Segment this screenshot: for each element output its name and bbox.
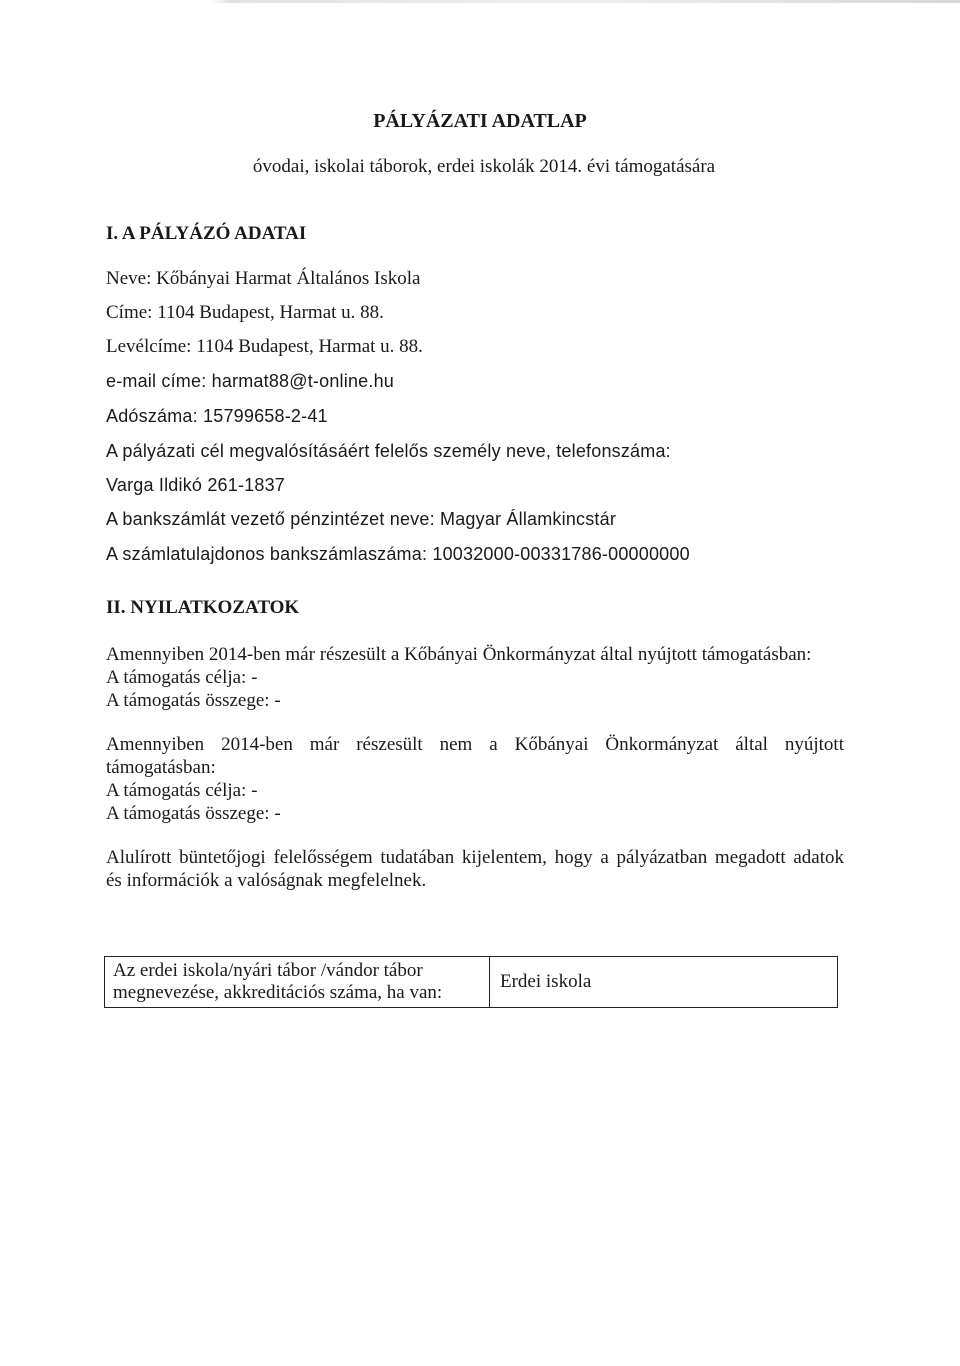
applicant-name: Neve: Kőbányai Harmat Általános Iskola [106,268,421,289]
declaration-2-intro-line-1: Amennyiben 2014-ben már részesült nem a Kőbányai Önkormányzat által nyújtott [106,734,844,755]
applicant-address: Címe: 1104 Budapest, Harmat u. 88. [106,302,384,323]
camp-value: Erdei iskola [500,971,592,992]
declaration-1-amount: A támogatás összege: - [106,690,281,711]
scan-edge-line [0,0,960,3]
section-1-heading: I. A PÁLYÁZÓ ADATAI [106,223,307,244]
camp-value-cell [490,957,838,1008]
camp-label-cell [105,957,490,1008]
declaration-2-purpose: A támogatás célja: - [106,780,258,801]
section-2-heading: II. NYILATKOZATOK [106,597,300,618]
applicant-mailing-address: Levélcíme: 1104 Budapest, Harmat u. 88. [106,336,423,357]
table-row [105,957,838,1008]
declaration-2-intro-line-2: támogatásban: [106,757,216,778]
declaration-1-intro: Amennyiben 2014-ben már részesült a Kőbányai Önkormányzat által nyújtott támogatásban: [106,644,812,665]
document-subtitle: óvodai, iskolai táborok, erdei iskolák 2014. évi támogatására [252,156,716,177]
liability-statement-line-1: Alulírott büntetőjogi felelősségem tudatában kijelentem, hogy a pályázatban megadott adatok [106,847,844,868]
bank-account-number: A számlatulajdonos bankszámlaszáma: 10032000-00331786-00000000 [106,544,690,564]
document-title: PÁLYÁZATI ADATLAP [373,110,587,132]
contact-person-label: A pályázati cél megvalósításáért felelős személy neve, telefonszáma: [106,441,671,461]
camp-label-line-1: Az erdei iskola/nyári tábor /vándor tábor [113,960,423,981]
applicant-email: e-mail címe: harmat88@t-online.hu [106,371,394,391]
camp-info-table [104,956,838,1008]
applicant-tax-number: Adószáma: 15799658-2-41 [106,406,328,426]
contact-person-value: Varga Ildikó 261-1837 [106,475,285,495]
liability-statement-line-2: és információk a valóságnak megfelelnek. [106,870,427,891]
bank-name: A bankszámlát vezető pénzintézet neve: Magyar Államkincstár [106,509,617,529]
declaration-2-amount: A támogatás összege: - [106,803,281,824]
camp-label-line-2: megnevezése, akkreditációs száma, ha van: [113,982,443,1003]
declaration-1-purpose: A támogatás célja: - [106,667,258,688]
